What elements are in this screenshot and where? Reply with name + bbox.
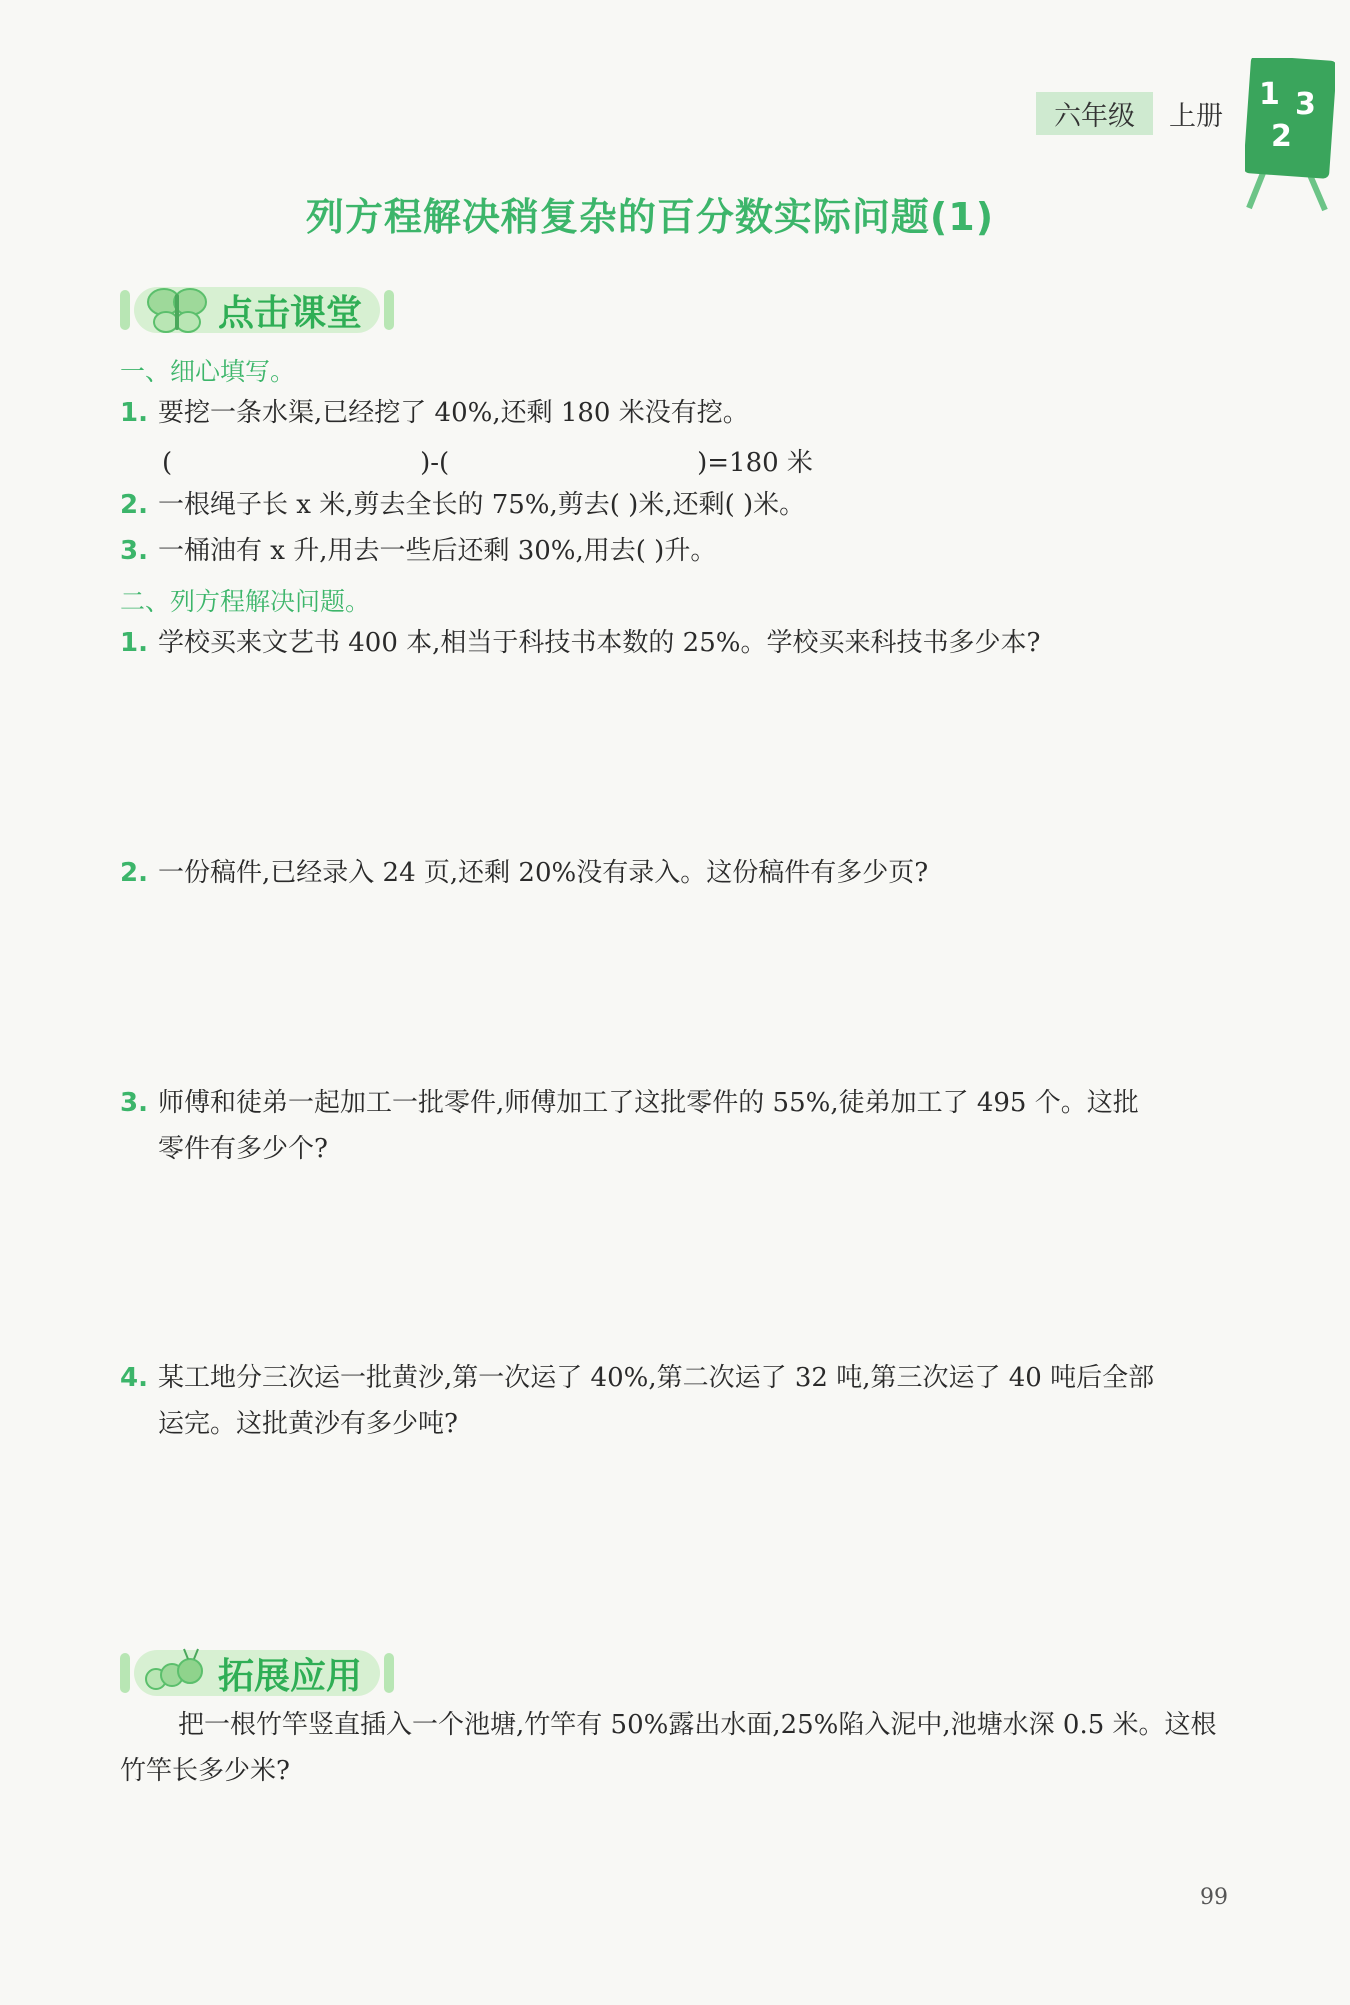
item-number: 3.	[120, 536, 148, 566]
equation-blank-line: ( )-( )=180 米	[162, 448, 813, 478]
banner-body	[134, 287, 380, 333]
item-text: 一桶油有 x 升,用去一些后还剩 30%,用去( )升。	[158, 536, 717, 566]
problem-item-4	[120, 1355, 1240, 1447]
item-text: 一根绳子长 x 米,剪去全长的 75%,剪去( )米,还剩( )米。	[158, 490, 806, 520]
extension-problem: 把一根竹竿竖直插入一个池塘,竹竿有 50%露出水面,25%陷入泥中,池塘水深 0.5 米。这根竹竿长多少米?	[120, 1710, 1217, 1786]
section-banner-classroom	[120, 282, 394, 338]
section-banner-label: 点击课堂	[218, 292, 363, 334]
caterpillar-icon	[144, 1645, 210, 1701]
section-banner-label: 拓展应用	[218, 1655, 363, 1697]
banner-body	[134, 1650, 380, 1696]
item-text-line2: 零件有多少个?	[158, 1134, 328, 1164]
page-title: 列方程解决稍复杂的百分数实际问题(1)	[305, 195, 995, 239]
item-number: 4.	[120, 1363, 148, 1393]
part1-heading: 一、细心填写。	[120, 357, 296, 386]
fill-item-2	[120, 482, 1240, 528]
item-number: 1.	[120, 398, 148, 428]
volume-label: 上册	[1169, 101, 1223, 132]
banner-cap-right	[384, 290, 394, 330]
item-text-line1: 师傅和徒弟一起加工一批零件,师傅加工了这批零件的 55%,徒弟加工了 495 个。这批	[158, 1088, 1139, 1118]
banner-cap-right	[384, 1653, 394, 1693]
item-text: 要挖一条水渠,已经挖了 40%,还剩 180 米没有挖。	[158, 398, 749, 428]
board-digit-3: 3	[1295, 87, 1316, 122]
board-digit-1: 1	[1259, 77, 1280, 112]
item-number: 1.	[120, 628, 148, 658]
banner-cap-left	[120, 1653, 130, 1693]
item-text-line2: 运完。这批黄沙有多少吨?	[158, 1409, 458, 1439]
section-banner-extension	[120, 1645, 394, 1701]
problem-item-1	[120, 620, 1240, 666]
page-number: 99	[1200, 1885, 1228, 1910]
grade-tag	[1036, 92, 1223, 135]
fill-item-1	[120, 390, 1240, 436]
item-number: 3.	[120, 1088, 148, 1118]
part2-heading: 二、列方程解决问题。	[120, 587, 371, 616]
problem-item-2	[120, 850, 1240, 896]
fill-item-3	[120, 528, 1240, 574]
grade-label: 六年级	[1036, 92, 1153, 135]
item-text: 一份稿件,已经录入 24 页,还剩 20%没有录入。这份稿件有多少页?	[158, 858, 929, 888]
banner-cap-left	[120, 290, 130, 330]
butterfly-icon	[144, 282, 210, 338]
item-number: 2.	[120, 858, 148, 888]
item-number: 2.	[120, 490, 148, 520]
item-text: 学校买来文艺书 400 本,相当于科技书本数的 25%。学校买来科技书多少本?	[158, 628, 1041, 658]
item-text-line1: 某工地分三次运一批黄沙,第一次运了 40%,第二次运了 32 吨,第三次运了 40 吨后全部	[158, 1363, 1155, 1393]
board-digit-2: 2	[1271, 119, 1292, 154]
problem-item-3	[120, 1080, 1240, 1172]
